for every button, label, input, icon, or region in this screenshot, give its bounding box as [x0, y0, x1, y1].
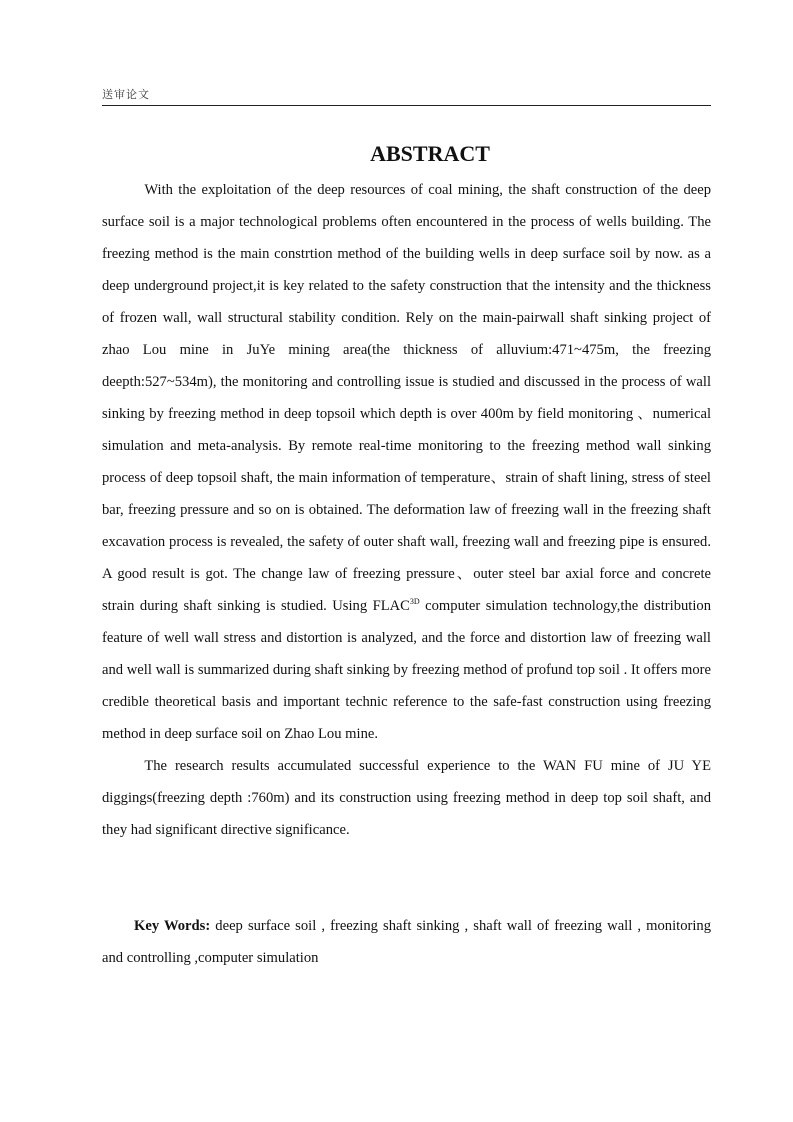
paragraph-1-text-a: With the exploitation of the deep resources of coal mining, the shaft construction of the deep surface soil is a major technological problems often encountered in the process of wells building. The freezing method is the main constrtion method of the building wells in deep surface soil by now. as a deep underground project,it is key related to the safety construction that the intensity and the thickness of frozen wall, wall structural stability condition. Rely on the main-pairwall shaft sinking project of zhao Lou mine in JuYe mining area(the thickness of alluvium:471~475m, the freezing deepth:527~534m), the monitoring and controlling issue is studied and discussed in the process of wall sinking by freezing method in deep topsoil which depth is over 400m by field monitoring 、numerical simulation and meta-analysis. By remote real-time monitoring to the freezing method wall sinking process of deep topsoil shaft, the main information of temperature、strain of shaft lining, stress of steel bar, freezing pressure and so on is obtained. The deformation law of freezing wall in the freezing shaft excavation process is revealed, the safety of outer shaft wall, freezing wall and freezing pipe is ensured. A good result is got. The change law of freezing pressure、outer steel bar axial force and concrete strain during shaft sinking is studied. Using FLAC — [102, 182, 711, 614]
keywords-block — [102, 910, 711, 974]
page-header — [102, 84, 711, 106]
paragraph-1-text-b: computer simulation technology,the distribution feature of well wall stress and distortion is analyzed, and the force and distortion law of freezing wall and well wall is summarized during shaft sinking by freezing method of profund top soil . It offers more credible theoretical basis and important technic reference to the safe-fast construction using freezing method in deep surface soil on Zhao Lou mine. — [102, 598, 711, 742]
abstract-paragraph-1 — [102, 174, 711, 750]
abstract-body — [102, 174, 711, 846]
keywords-label: Key Words: — [134, 918, 211, 934]
abstract-paragraph-2: The research results accumulated successful experience to the WAN FU mine of JU YE diggings(freezing depth :760m) and its construction using freezing method in deep top soil shaft, and they had significant directive significance. — [102, 758, 711, 838]
flac-superscript: 3D — [409, 597, 420, 607]
keywords-text: deep surface soil , freezing shaft sinking , shaft wall of freezing wall , monitoring and controlling ,computer simulation — [102, 918, 711, 966]
abstract-title: ABSTRACT — [370, 141, 490, 166]
header-label: 送审论文 — [102, 88, 150, 101]
